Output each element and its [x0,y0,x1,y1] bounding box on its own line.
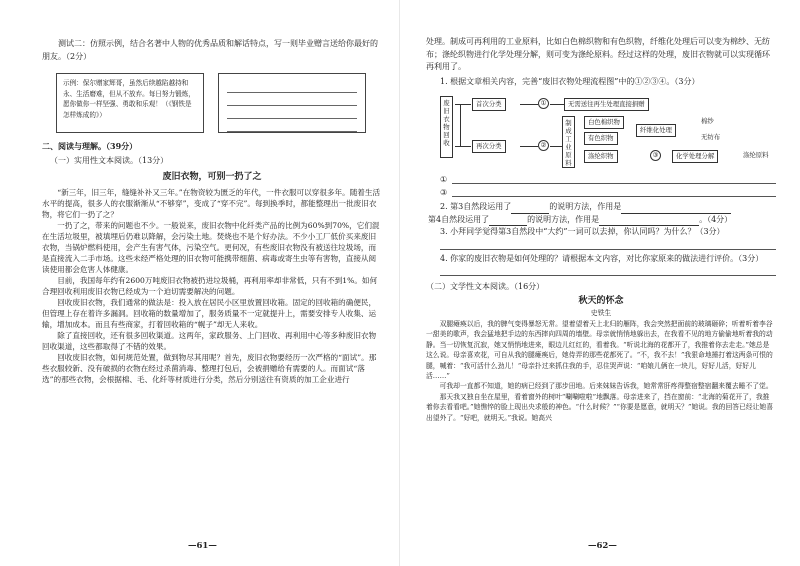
answer-line-3[interactable] [440,187,776,198]
paragraph: 那天我又独自坐在屋里，看着窗外的树叶“唰唰啦啦”地飘落。母亲进来了，挡在窗前：“北海的菊花开了，我推着你去看看吧。”她憔悴的脸上现出央求般的神色。“什么时候？”“你要是愿意，就明天？”她说。我的回答已经让她喜出望外了。“好吧，就明天。”我说。她高兴 [426,392,774,422]
question-3: 3. 小拜同学觉得第3自然段中“大约”一词可以去掉，你认同吗？为什么？（3分） [440,227,725,236]
flow-item: 涤纶织物 [584,150,618,163]
answer-line[interactable] [440,239,776,250]
example-row [56,73,382,133]
paragraph: 双腿瘫痪以后，我的脾气变得暴怒无常。望着望着天上北归的雁阵，我会突然把面前的玻璃砸碎；听着听着李谷一甜美的歌声，我会猛地把手边的东西摔向四周的墙壁。母亲就悄悄地躲出去，在我看不见的地方偷偷地听着我的动静。当一切恢复沉寂，她又悄悄地进来，眼边儿红红的，看着我。“听说北海的花都开了，我推着你去走走。”她总是这么说。母亲喜欢花，可自从我的腿瘫痪后，她侍弄的那些花都死了。“不，我不去！”我狠命地捶打着这两条可恨的腿，喊着：“我可活什么劲儿！”母亲扑过来抓住我的手，忍住哭声说：“咱娘儿俩在一块儿，好好儿活，好好儿活……” [426,320,773,381]
subsection-heading: （一）实用性文本阅读。（13分） [50,156,169,165]
flow-line [455,104,471,105]
paragraph: 除了直接回收，还有很多回收渠道。这两年，家政服务、上门回收、再利用中心等多种废旧衣物回收渠道，这些都取得了不错的效果。 [42,331,377,351]
test2-question: 测试二：仿照示例，结合名著中人物的优秀品质和解话特点，写一则毕业赠言送给你最好的朋友。（2分） [42,39,378,61]
section-heading: 二、阅读与理解。（39分） [42,141,138,151]
blank[interactable] [511,206,549,214]
flow-line [520,104,538,105]
flow-bottom-branch: 再次分类 [472,140,506,153]
blank[interactable] [621,206,731,214]
question-2-cont: 第4自然段运用了 的说明方法，作用是 。（4分） [428,214,776,227]
flow-chart [440,92,776,170]
circle-1: ① [538,98,549,109]
answer-line-1[interactable] [440,174,776,185]
flow-line [520,146,538,147]
circle-2: ② [538,140,549,151]
example-box: 示例：保尔赠家辉哥，虽然后续越陷越持和永、生活磨难，但从不放弃。每日努力锻炼，愿你做你一样坚强、勇敢和乐观！（《钢铁是怎样炼成的》） [56,73,204,133]
flow-line [460,104,461,146]
flow-chem-out: 涤纶原料 [740,150,772,161]
page-number: —62— [588,541,617,551]
question-4: 4. 你家的废旧衣物是如何处理的？请根据本文内容，对比你家原来的做法进行评价。（3分） [440,253,764,263]
flow-top-branch: 首次分类 [472,98,506,111]
circle-3: ③ [650,150,661,161]
answer-line[interactable] [227,121,357,132]
flow-factory: 制成工业原料 [562,116,575,168]
article-title: 秋天的怀念 [578,296,624,306]
flow-item: 白色棉织物 [584,116,624,129]
answer-marker: ③ [440,188,448,197]
paragraph: 可我却一直都不知道，她的病已经到了那步田地。后来妹妹告诉我，她常常肝疼得整宿整宿翻来覆去睡不了觉。 [439,382,773,391]
answer-line[interactable] [440,265,776,276]
flow-line [455,146,471,147]
paragraph: 回收废旧衣物，如何规范处置，做到物尽其用呢？首先，废旧衣物要经历一次严格的“面试”。那些衣服较新、没有破损的衣物在经过杀菌消毒、整理打包后，会被捐赠给有需要的人。而面试“落选”的那些衣物，会根据棉、毛、化纤等材质进行分类，然后分别送往有资质的加工企业进行 [42,353,377,384]
right-page [400,0,800,566]
flow-output: 棉纱 [698,116,717,127]
flow-start: 废旧衣物回收 [440,96,453,158]
paragraph: “新三年，旧三年，缝缝补补又三年。”在物资较为匮乏的年代，一件衣服可以穿很多年。随着生活水平的提高，很多人的衣服渐渐从“不够穿”，变成了“穿不完”。每到换季时，都能整理出一批废旧衣物，将它们一扔了之？ [42,188,381,219]
answer-marker: ① [440,175,448,184]
answer-line[interactable] [227,108,357,119]
answer-box[interactable] [218,73,366,133]
page-number: —61— [188,541,217,551]
paragraph: 目前，我国每年约有2600万吨废旧衣物被扔进垃圾桶，再利用率却非常低，只有不到1%。如何合理回收利用废旧衣物已经成为一个迫切需要解决的问题。 [42,276,378,296]
flow-output: 无纺布 [698,132,723,143]
flow-line [550,146,562,147]
flow-line [550,104,564,105]
flow-chem: 化学处理分解 [672,150,718,163]
paragraph: 回收废旧衣物，我们通常的做法是：投入放在居民小区里放置回收箱。固定的回收箱的确便民，但管理上存在着许多漏洞。回收箱的数量增加了，服务质量不一定就提升上，需要安排专人收集、运输，增加成本。而且有些商家，打着回收箱的“幌子”却无人来收。 [42,298,377,329]
flow-top-result: 无需送往再生处理直接捐赠 [564,98,649,111]
paragraph: 处理。制成可再利用的工业原料，比如白色棉织物和有色织物，纤维化处理后可以变为棉纱、无纺布；涤纶织物进行化学处理分解，则可变为涤纶原料。经过这样的处理，废旧衣物就可以实现循环再利用了。 [426,37,770,71]
question-2: 2. 第3自然段运用了 的说明方法，作用是 [440,201,776,214]
answer-line[interactable] [227,95,357,106]
question-1: 1. 根据文章相关内容，完善“废旧衣物处理流程图”中的①②③④。（3分） [440,76,700,86]
article-title: 废旧衣物，可别一扔了之 [162,172,262,182]
blank[interactable] [489,218,527,226]
answer-line[interactable] [227,82,357,93]
flow-item: 有色织物 [584,132,618,145]
blank[interactable] [599,218,699,226]
author: 史铁生 [590,309,612,317]
paragraph: 一扔了之，带来的问题也不少。一般说来，废旧衣物中化纤类产品的比例为60%到70%，它们混在生活垃圾里，被填埋后仍难以降解，会污染土地。焚烧也不是个好办法。不少小工厂低价买来废旧衣物，当锅炉燃料使用，会产生有害气体，污染空气。更何况，有些废旧衣物没有被送往垃圾场，而是直接流入二手市场。这些未经严格处理的旧衣物可能携带细菌、病毒或寄生虫等有害物，直接从阅读使用都会危害人体健康。 [42,221,380,274]
subsection-heading: （二）文学性文本阅读。（16分） [426,282,545,291]
flow-mid: 纤维化处理 [636,124,676,137]
